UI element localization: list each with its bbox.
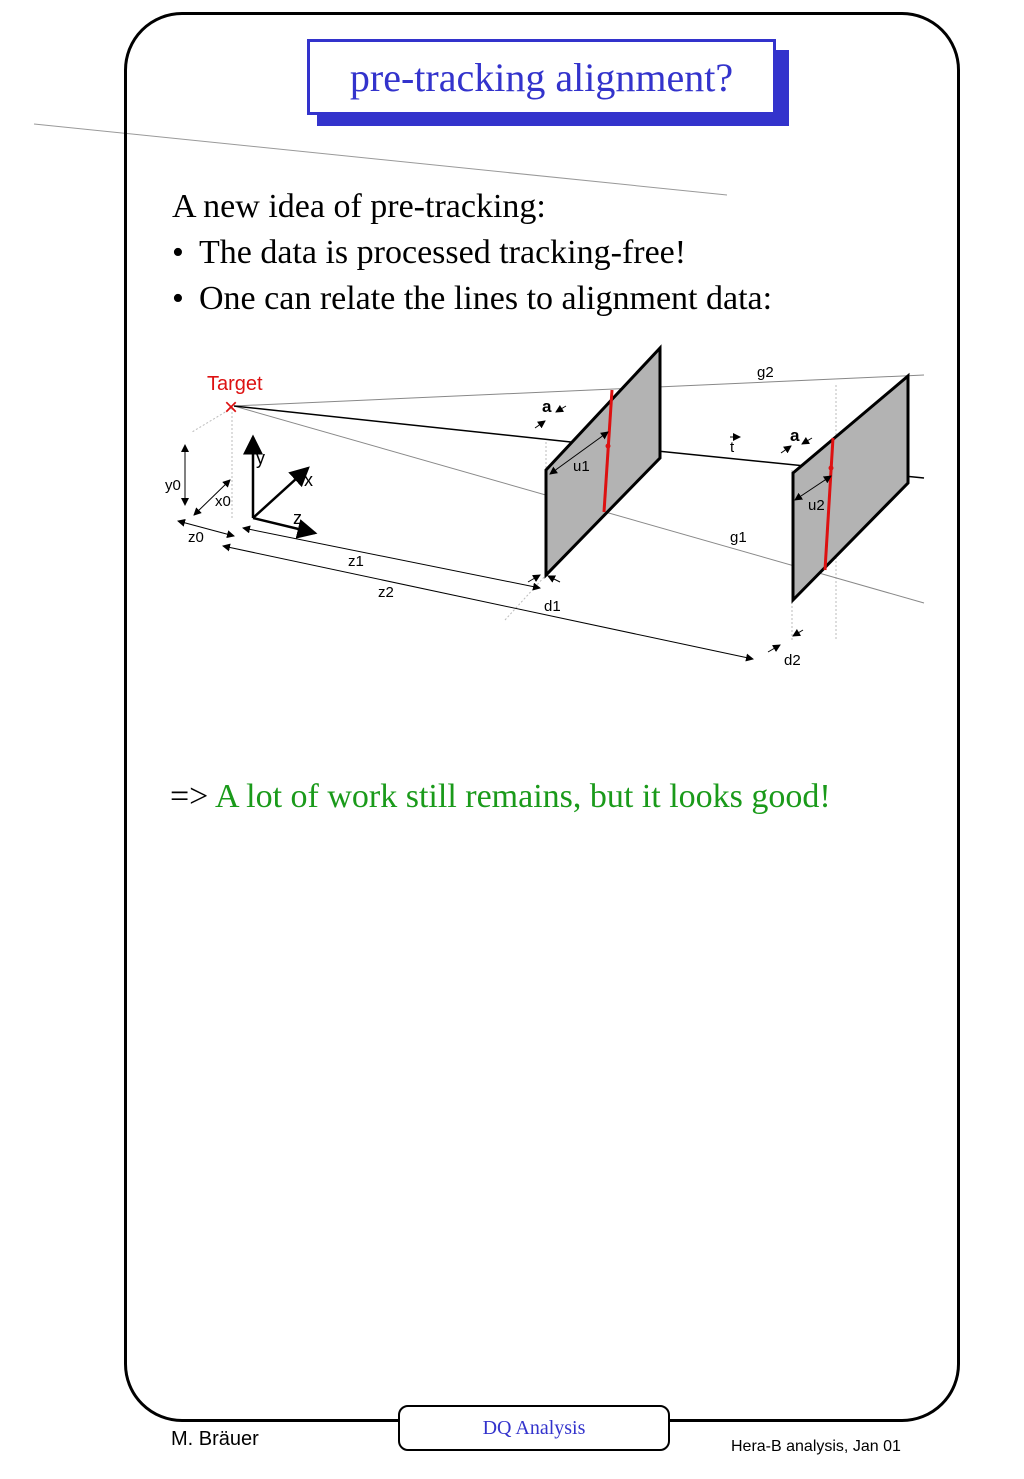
bullet-text: One can relate the lines to alignment data: xyxy=(199,280,773,317)
bullet-item xyxy=(172,276,892,322)
bullet-item xyxy=(172,230,892,276)
y-axis-label: y xyxy=(256,448,265,468)
bullet-symbol: • xyxy=(172,234,184,271)
d2-arrow-left xyxy=(768,645,780,652)
z-axis-label: z xyxy=(293,508,302,528)
z0-dimension xyxy=(178,521,234,536)
conclusion-prefix: => xyxy=(170,778,209,815)
a2-label: a xyxy=(790,426,800,445)
footer-center-box: DQ Analysis xyxy=(398,1405,670,1451)
conclusion-line xyxy=(170,778,831,816)
d2-arrow-right xyxy=(793,630,803,636)
a1-arrow-left xyxy=(535,421,545,428)
footer-author: M. Bräuer xyxy=(171,1428,259,1450)
g2-line xyxy=(234,375,924,406)
g1-label: g1 xyxy=(730,529,747,546)
z2-dimension xyxy=(223,546,753,659)
alignment-diagram xyxy=(150,340,930,685)
a1-label: a xyxy=(542,397,552,416)
a1-arrow-right xyxy=(556,406,566,412)
track-line xyxy=(234,406,608,446)
t-vector-label: t xyxy=(730,439,735,456)
guide-lines xyxy=(192,385,836,640)
bullet-symbol: • xyxy=(172,280,184,317)
x0-label: x0 xyxy=(215,493,231,510)
z1-dimension xyxy=(243,528,540,588)
d1-arrow-left xyxy=(528,575,540,582)
bullet-text: The data is processed tracking-free! xyxy=(199,234,687,271)
z2-label: z2 xyxy=(378,584,394,601)
d1-label: d1 xyxy=(544,598,561,615)
z0-label: z0 xyxy=(188,529,204,546)
u1-label: u1 xyxy=(573,458,590,475)
y0-label: y0 xyxy=(165,477,181,494)
a2-arrow-right xyxy=(802,438,812,444)
target-label: Target xyxy=(207,373,263,395)
detector-plane-2 xyxy=(793,376,908,600)
hit-point-2 xyxy=(829,466,834,471)
slide-title: pre-tracking alignment? xyxy=(307,39,776,115)
a2-arrow-left xyxy=(781,446,791,453)
x-axis-label: x xyxy=(304,470,313,490)
u2-label: u2 xyxy=(808,497,825,514)
d1-arrow-right xyxy=(548,576,560,582)
target-marker: × xyxy=(224,394,239,421)
z1-label: z1 xyxy=(348,553,364,570)
body-text xyxy=(172,184,892,322)
detector-plane-1 xyxy=(546,348,660,575)
footer-date: Hera-B analysis, Jan 01 xyxy=(731,1438,901,1455)
intro-line: A new idea of pre-tracking: xyxy=(172,188,546,225)
g2-label: g2 xyxy=(757,364,774,381)
hit-point-1 xyxy=(606,444,611,449)
d2-label: d2 xyxy=(784,652,801,669)
conclusion-text: A lot of work still remains, but it looks good! xyxy=(214,778,831,815)
